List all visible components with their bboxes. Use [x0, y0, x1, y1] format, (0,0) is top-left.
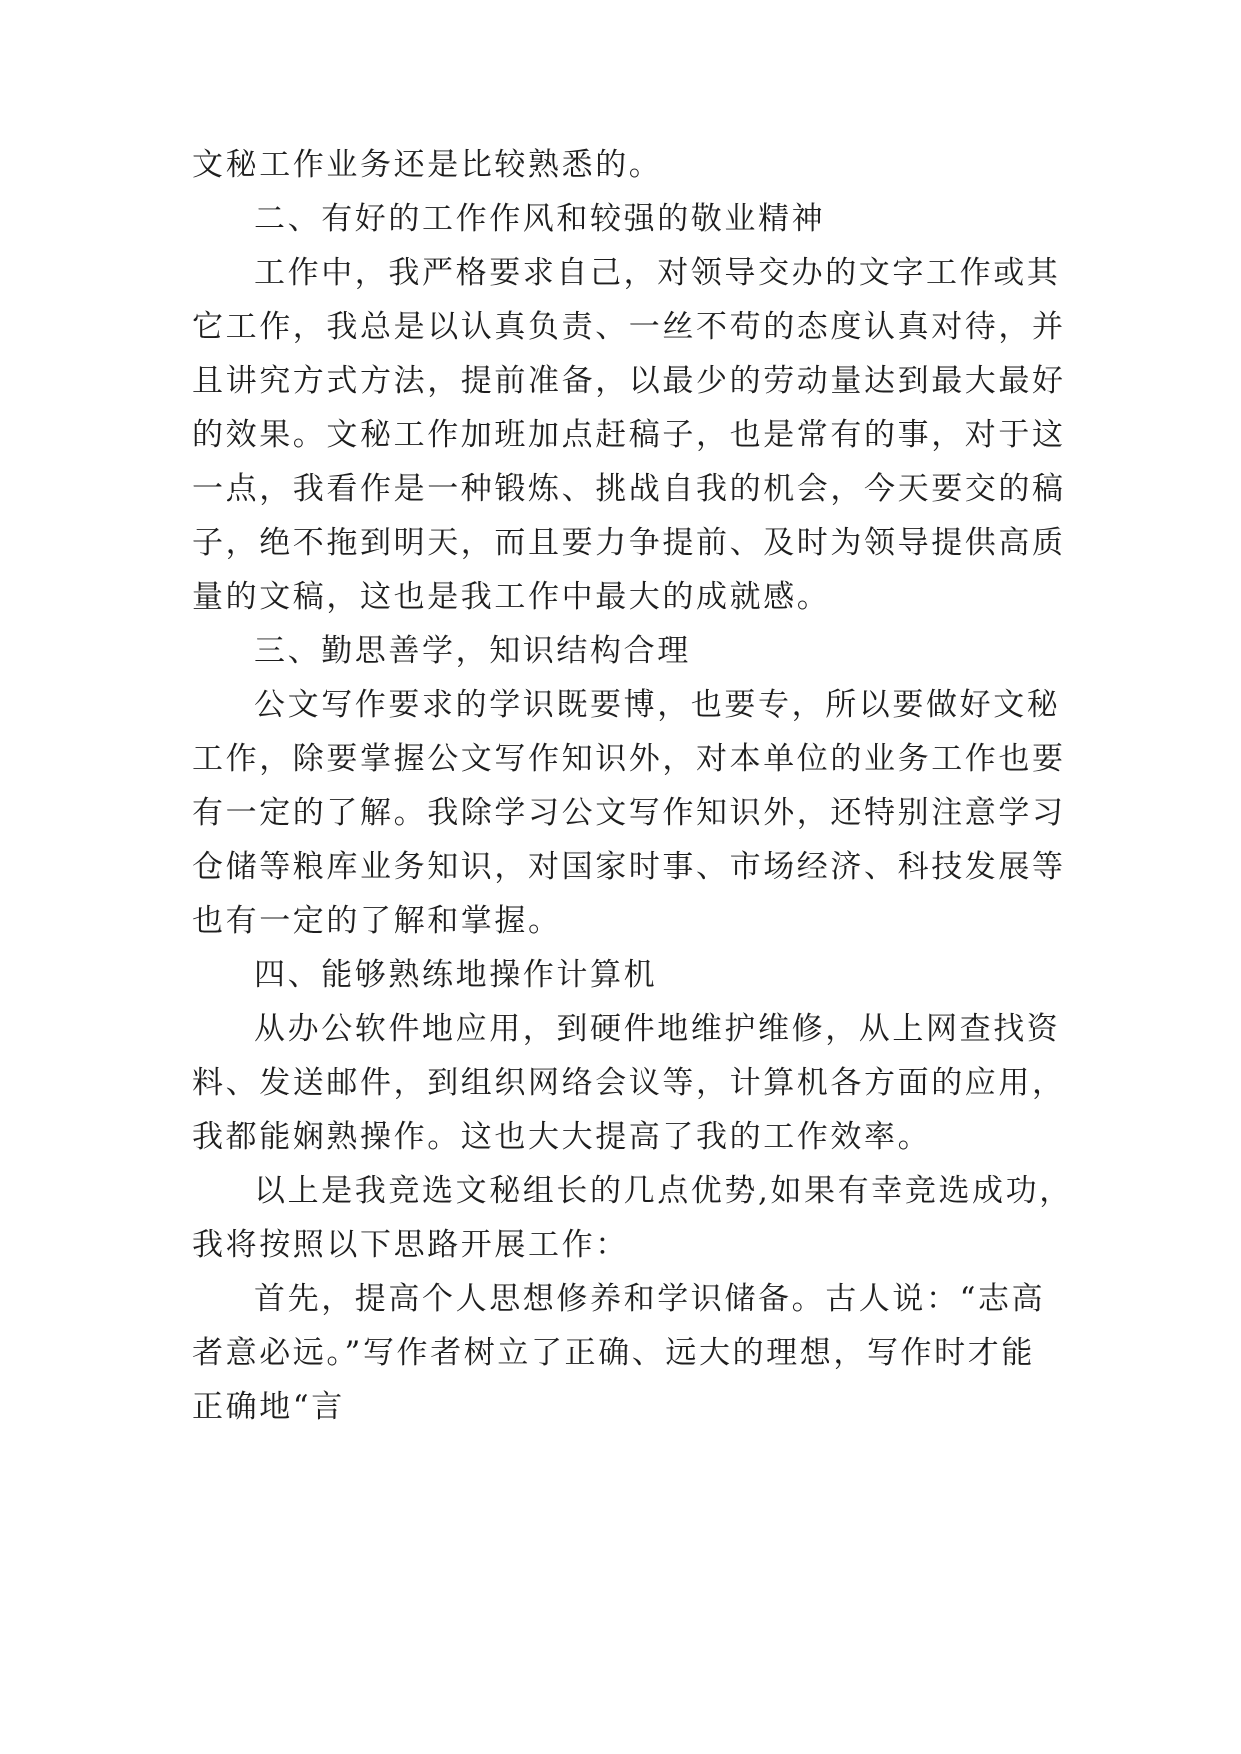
- text-line: 正确地“言: [192, 1389, 345, 1425]
- text-line: 量的文稿，这也是我工作中最大的成就感。: [192, 579, 831, 615]
- text-line: 子，绝不拖到明天，而且要力争提前、及时为领导提供高质: [192, 525, 1066, 561]
- text-line: 我将按照以下思路开展工作：: [192, 1227, 629, 1263]
- text-line: 以上是我竞选文秘组长的几点优势,如果有幸竞选成功，: [254, 1173, 1073, 1209]
- text-line: 文秘工作业务还是比较熟悉的。: [192, 147, 663, 183]
- text-line: 它工作，我总是以认真负责、一丝不苟的态度认真对待，并: [192, 309, 1066, 345]
- text-line: 工作，除要掌握公文写作知识外，对本单位的业务工作也要: [192, 741, 1066, 777]
- section-heading: 四、能够熟练地操作计算机: [254, 957, 658, 993]
- text-line: 且讲究方式方法，提前准备，以最少的劳动量达到最大最好: [192, 363, 1066, 399]
- text-line: 仓储等粮库业务知识，对国家时事、市场经济、科技发展等: [192, 849, 1066, 885]
- text-line: 首先，提高个人思想修养和学识储备。古人说：“志高: [254, 1281, 1046, 1317]
- text-line: 工作中，我严格要求自己，对领导交办的文字工作或其: [254, 255, 1061, 291]
- text-line: 从办公软件地应用，到硬件地维护维修，从上网查找资: [254, 1011, 1061, 1047]
- section-heading: 二、有好的工作作风和较强的敬业精神: [254, 201, 826, 237]
- text-line: 料、发送邮件，到组织网络会议等，计算机各方面的应用，: [192, 1065, 1066, 1101]
- text-line: 我都能娴熟操作。这也大大提高了我的工作效率。: [192, 1119, 932, 1155]
- text-line: 一点，我看作是一种锻炼、挑战自我的机会，今天要交的稿: [192, 471, 1066, 507]
- text-line: 公文写作要求的学识既要博，也要专，所以要做好文秘: [254, 687, 1061, 723]
- text-line: 者意必远。”写作者树立了正确、远大的理想，写作时才能: [192, 1335, 1035, 1371]
- text-line: 也有一定的了解和掌握。: [192, 903, 562, 939]
- text-line: 有一定的了解。我除学习公文写作知识外，还特别注意学习: [192, 795, 1066, 831]
- text-line: 的效果。文秘工作加班加点赶稿子，也是常有的事，对于这: [192, 417, 1066, 453]
- section-heading: 三、勤思善学，知识结构合理: [254, 633, 691, 669]
